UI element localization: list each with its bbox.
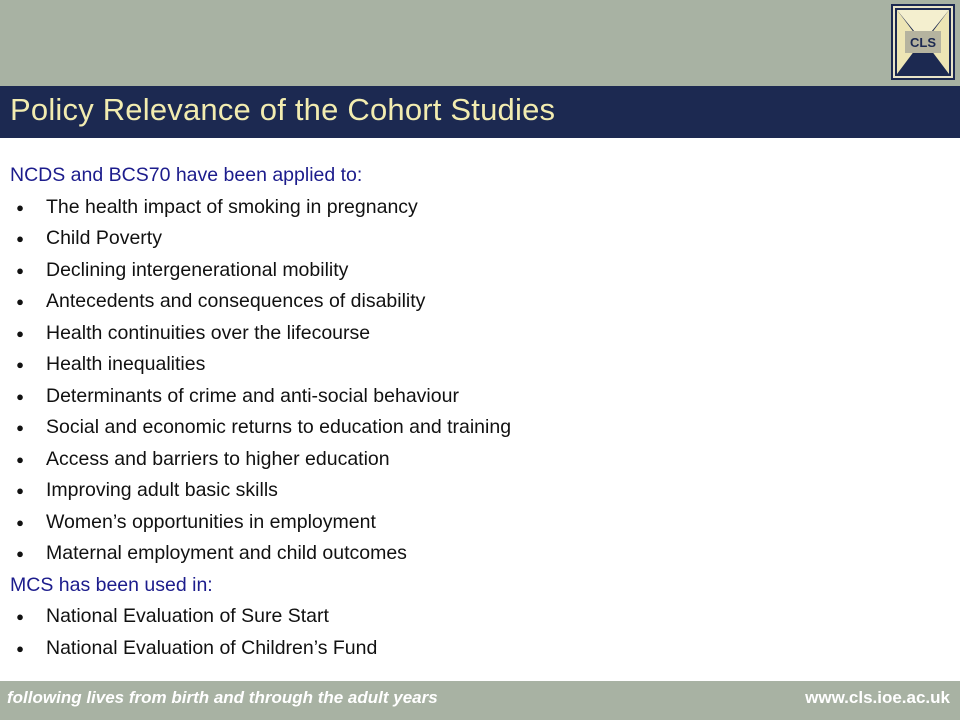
logo-text: CLS (910, 35, 936, 50)
cls-logo-graphic (891, 4, 955, 80)
footer-tagline: following lives from birth and through the adult years (7, 688, 438, 707)
list-item: ● Determinants of crime and anti-social behaviour (10, 381, 940, 413)
bullet-icon: ● (16, 514, 24, 530)
bullet-icon: ● (16, 325, 24, 341)
section-intro: MCS has been used in: (10, 573, 213, 596)
list-item: ● Social and economic returns to education and training (10, 412, 940, 444)
slide-content (10, 160, 940, 664)
list-item: ● Health inequalities (10, 349, 940, 381)
bullet-icon: ● (16, 546, 24, 561)
bullet-icon: ● (16, 609, 24, 624)
list-item: ● Antecedents and consequences of disability (10, 286, 940, 318)
bullet-icon: ● (16, 357, 24, 372)
list-item: ● Health continuities over the lifecourse (10, 318, 940, 350)
list-item: ● Maternal employment and child outcomes (10, 538, 940, 570)
section-intro: NCDS and BCS70 have been applied to: (10, 164, 363, 186)
bullet-icon: ● (16, 231, 24, 246)
list-item: ● Access and barriers to higher education (10, 444, 940, 476)
footer-url: www.cls.ioe.ac.uk (805, 688, 950, 707)
list-item: ● National Evaluation of Children’s Fund (10, 633, 940, 665)
list-item: ● Improving adult basic skills (10, 475, 940, 507)
cls-logo (891, 4, 955, 80)
bullet-icon: ● (16, 420, 24, 435)
list-item: ● The health impact of smoking in pregnancy (10, 192, 940, 224)
slide-title: Policy Relevance of the Cohort Studies (10, 92, 556, 127)
list-item: ● Declining intergenerational mobility (10, 255, 940, 287)
bullet-icon: ● (16, 640, 24, 656)
header-band (0, 0, 960, 86)
bullet-icon: ● (16, 294, 24, 309)
bullet-icon: ● (16, 451, 24, 467)
list-item: ● Child Poverty (10, 223, 940, 255)
bullet-icon: ● (16, 483, 24, 498)
bullet-icon: ● (16, 262, 24, 278)
bullet-icon: ● (16, 199, 24, 215)
list-item: ● National Evaluation of Sure Start (10, 601, 940, 633)
bullet-icon: ● (16, 388, 24, 404)
list-item: ● Women’s opportunities in employment (10, 507, 940, 539)
